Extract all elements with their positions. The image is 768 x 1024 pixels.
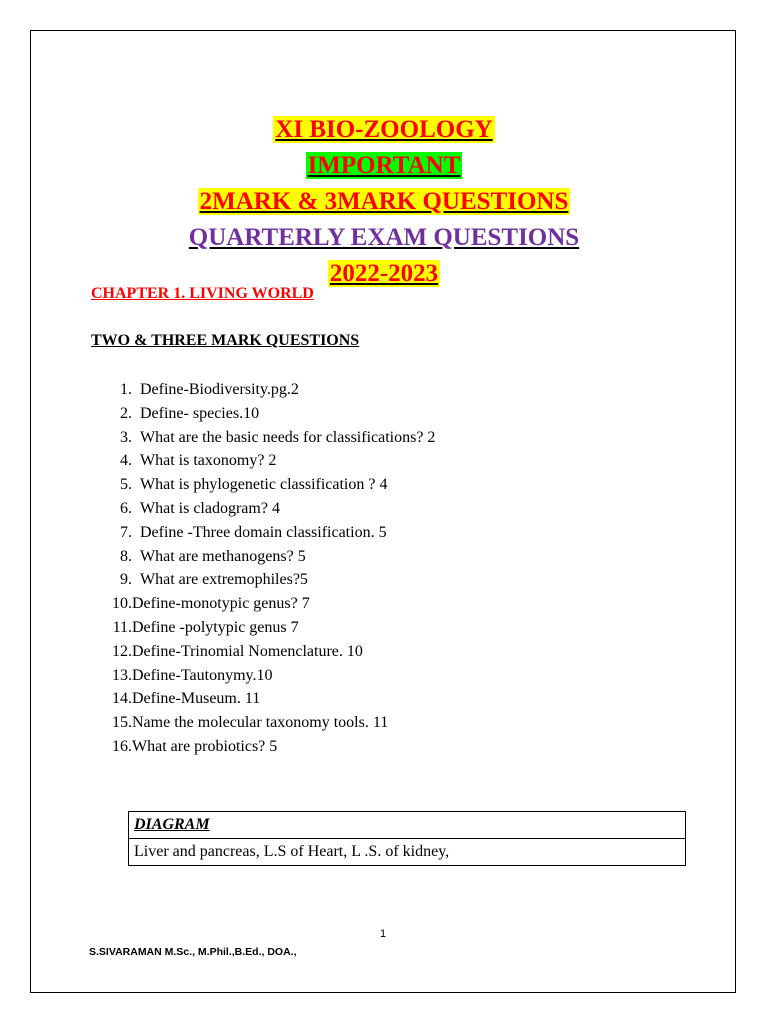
page-number: 1 <box>380 928 387 940</box>
title-line-marks: 2MARK & 3MARK QUESTIONS <box>199 188 569 215</box>
list-item: 16.What are probiotics? 5 <box>112 737 278 755</box>
list-item: 1. Define-Biodiversity.pg.2 <box>120 381 299 398</box>
question-list <box>112 378 435 759</box>
list-item: 2. Define- species.10 <box>120 404 260 422</box>
title-block <box>0 112 768 292</box>
list-item: 4. What is taxonomy? 2 <box>120 452 277 470</box>
title-line-exam: QUARTERLY EXAM QUESTIONS <box>188 224 580 251</box>
list-item: 14.Define-Museum. 11 <box>112 690 261 708</box>
list-item: 6. What is cladogram? 4 <box>120 499 280 517</box>
diagram-heading: DIAGRAM <box>129 812 686 839</box>
list-item: 12.Define-Trinomial Nomenclature. 10 <box>112 642 363 660</box>
section-heading: TWO & THREE MARK QUESTIONS <box>91 332 360 349</box>
list-item: 3. What are the basic needs for classifications? 2 <box>120 428 436 446</box>
title-line-year: 2022-2023 <box>329 260 439 287</box>
chapter-heading: CHAPTER 1. LIVING WORLD <box>91 285 314 302</box>
list-item: 10.Define-monotypic genus? 7 <box>112 595 310 613</box>
list-item: 15.Name the molecular taxonomy tools. 11 <box>112 714 389 732</box>
list-item: 11.Define -polytypic genus 7 <box>112 618 299 636</box>
title-line-important: IMPORTANT <box>307 152 461 179</box>
title-line-subject: XI BIO-ZOOLOGY <box>275 116 493 143</box>
list-item: 5. What is phylogenetic classification ? 4 <box>120 476 388 494</box>
list-item: 9. What are extremophiles?5 <box>120 571 308 589</box>
list-item: 7. Define -Three domain classification. 5 <box>120 523 387 541</box>
footer-author: S.SIVARAMAN M.Sc., M.Phil.,B.Ed., DOA., <box>89 946 297 958</box>
list-item: 8. What are methanogens? 5 <box>120 547 306 565</box>
diagram-table <box>128 811 686 866</box>
list-item: 13.Define-Tautonymy.10 <box>112 666 273 684</box>
diagram-content: Liver and pancreas, L.S of Heart, L .S. of kidney, <box>129 839 686 866</box>
